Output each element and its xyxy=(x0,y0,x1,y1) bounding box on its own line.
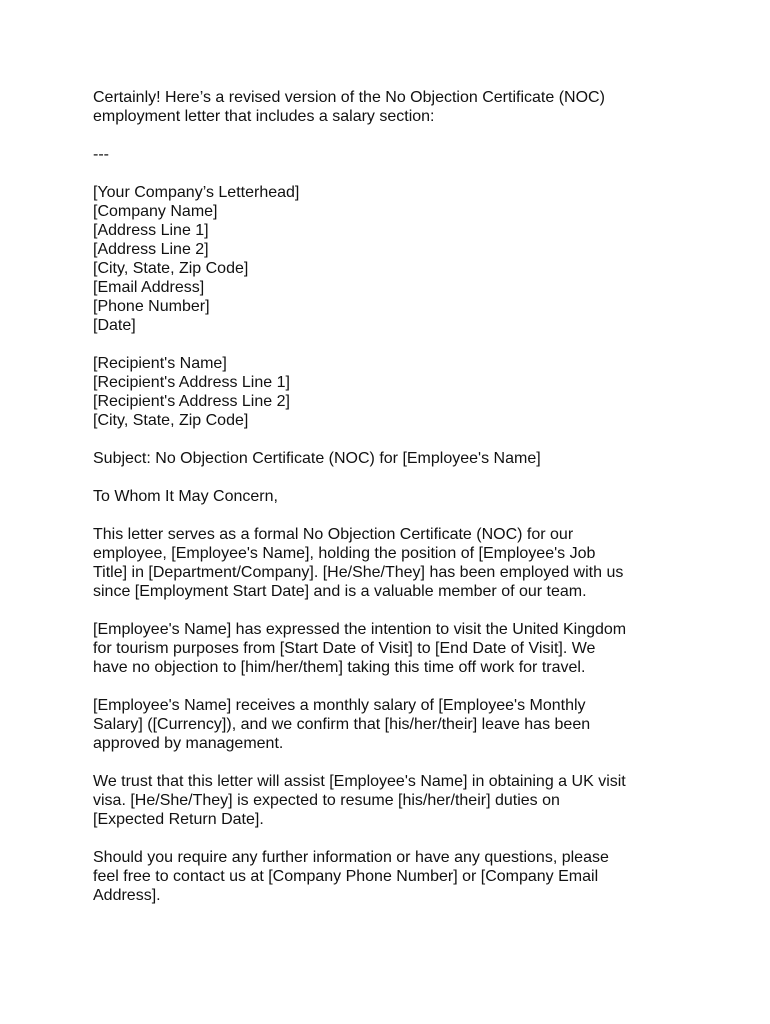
paragraph-line: approved by management. xyxy=(93,735,284,752)
salutation: To Whom It May Concern, xyxy=(93,488,278,505)
spacer xyxy=(93,677,693,696)
sender-email: [Email Address] xyxy=(93,279,205,296)
paragraph-line: visa. [He/She/They] is expected to resume [his/her/their] duties on xyxy=(93,792,560,809)
sender-block xyxy=(93,183,693,335)
body-paragraph-3 xyxy=(93,696,693,753)
spacer xyxy=(93,164,693,183)
body-paragraph-5 xyxy=(93,848,693,905)
intro-line: Certainly! Here’s a revised version of the No Objection Certificate (NOC) xyxy=(93,89,605,106)
intro-line: employment letter that includes a salary section: xyxy=(93,108,435,125)
paragraph-line: feel free to contact us at [Company Phone Number] or [Company Email xyxy=(93,868,599,885)
sender-city-state-zip: [City, State, Zip Code] xyxy=(93,260,249,277)
sender-address-line-1: [Address Line 1] xyxy=(93,222,209,239)
recipient-address-line-1: [Recipient's Address Line 1] xyxy=(93,374,290,391)
sender-company-name: [Company Name] xyxy=(93,203,218,220)
recipient-block xyxy=(93,354,693,430)
separator: --- xyxy=(93,146,109,163)
letter-document xyxy=(93,88,693,905)
spacer xyxy=(93,506,693,525)
spacer xyxy=(93,126,693,145)
paragraph-line: Should you require any further information or have any questions, please xyxy=(93,849,609,866)
recipient-city-state-zip: [City, State, Zip Code] xyxy=(93,412,249,429)
sender-address-line-2: [Address Line 2] xyxy=(93,241,209,258)
paragraph-line: [Employee's Name] has expressed the intention to visit the United Kingdom xyxy=(93,621,627,638)
paragraph-line: employee, [Employee's Name], holding the position of [Employee's Job xyxy=(93,545,596,562)
body-paragraph-2 xyxy=(93,620,693,677)
spacer xyxy=(93,753,693,772)
subject-line: Subject: No Objection Certificate (NOC) for [Employee's Name] xyxy=(93,450,541,467)
letter-date: [Date] xyxy=(93,317,136,334)
paragraph-line: Salary] ([Currency]), and we confirm that [his/her/their] leave has been xyxy=(93,716,591,733)
sender-phone: [Phone Number] xyxy=(93,298,210,315)
paragraph-line: Title] in [Department/Company]. [He/She/They] has been employed with us xyxy=(93,564,624,581)
paragraph-line: [Expected Return Date]. xyxy=(93,811,264,828)
spacer xyxy=(93,829,693,848)
paragraph-line: We trust that this letter will assist [Employee's Name] in obtaining a UK visit xyxy=(93,773,626,790)
paragraph-line: since [Employment Start Date] and is a valuable member of our team. xyxy=(93,583,587,600)
paragraph-line: have no objection to [him/her/them] taking this time off work for travel. xyxy=(93,659,586,676)
spacer xyxy=(93,335,693,354)
spacer xyxy=(93,468,693,487)
body-paragraph-4 xyxy=(93,772,693,829)
recipient-name: [Recipient's Name] xyxy=(93,355,227,372)
recipient-address-line-2: [Recipient's Address Line 2] xyxy=(93,393,290,410)
spacer xyxy=(93,601,693,620)
body-paragraph-1 xyxy=(93,525,693,601)
sender-letterhead: [Your Company’s Letterhead] xyxy=(93,184,300,201)
paragraph-line: This letter serves as a formal No Objection Certificate (NOC) for our xyxy=(93,526,574,543)
spacer xyxy=(93,430,693,449)
paragraph-line: for tourism purposes from [Start Date of Visit] to [End Date of Visit]. We xyxy=(93,640,596,657)
paragraph-line: [Employee's Name] receives a monthly salary of [Employee's Monthly xyxy=(93,697,586,714)
paragraph-line: Address]. xyxy=(93,887,161,904)
intro-paragraph xyxy=(93,88,693,126)
